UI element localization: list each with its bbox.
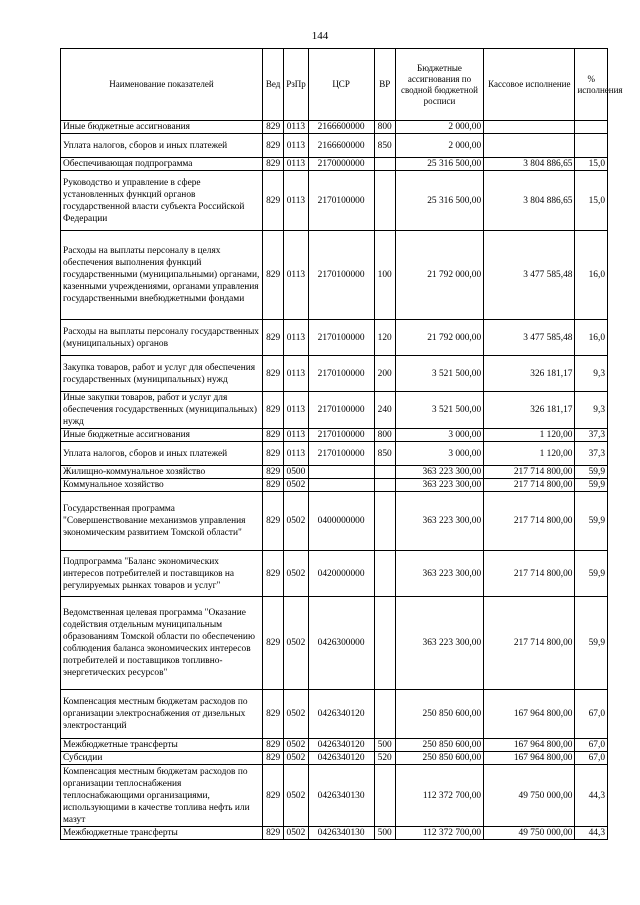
table-row [61, 231, 608, 320]
cell-csr: 0426340130 [308, 827, 374, 840]
header-vr: ВР [374, 49, 395, 121]
table-row [61, 765, 608, 827]
cell-vr: 500 [374, 739, 395, 752]
header-name: Наименование показателей [61, 49, 263, 121]
cell-rzpr: 0113 [284, 392, 308, 429]
cell-percent: 9,3 [575, 356, 608, 392]
cell-cash: 3 804 886,65 [484, 171, 575, 231]
cell-name: Иные бюджетные ассигнования [61, 429, 263, 442]
cell-ved: 829 [262, 134, 283, 158]
cell-assigned: 363 223 300,00 [395, 492, 483, 551]
cell-csr: 2166600000 [308, 134, 374, 158]
table-row [61, 597, 608, 690]
cell-name: Межбюджетные трансферты [61, 739, 263, 752]
cell-rzpr: 0113 [284, 320, 308, 356]
cell-cash: 167 964 800,00 [484, 739, 575, 752]
cell-cash: 326 181,17 [484, 356, 575, 392]
cell-percent: 59,9 [575, 479, 608, 492]
cell-assigned: 2 000,00 [395, 134, 483, 158]
table-body [61, 121, 608, 840]
cell-assigned: 363 223 300,00 [395, 551, 483, 597]
cell-cash: 49 750 000,00 [484, 765, 575, 827]
cell-vr [374, 690, 395, 739]
cell-cash: 167 964 800,00 [484, 752, 575, 765]
budget-table [60, 48, 623, 840]
cell-cash: 217 714 800,00 [484, 492, 575, 551]
cell-vr [374, 492, 395, 551]
cell-name: Руководство и управление в сфере установленных функций органов государственной власти субъекта Российской Федерации [61, 171, 263, 231]
cell-vr: 800 [374, 121, 395, 134]
cell-name: Иные закупки товаров, работ и услуг для обеспечения государственных (муниципальных) нужд [61, 392, 263, 429]
header-ved: Вед [262, 49, 283, 121]
cell-ved: 829 [262, 392, 283, 429]
cell-assigned: 112 372 700,00 [395, 765, 483, 827]
table-row [61, 827, 608, 840]
cell-rzpr: 0502 [284, 492, 308, 551]
cell-csr [308, 479, 374, 492]
table-row [61, 134, 608, 158]
cell-rzpr: 0113 [284, 429, 308, 442]
cell-assigned: 3 521 500,00 [395, 392, 483, 429]
cell-csr: 2170000000 [308, 158, 374, 171]
cell-vr: 100 [374, 231, 395, 320]
cell-name: Обеспечивающая подпрограмма [61, 158, 263, 171]
cell-rzpr: 0113 [284, 158, 308, 171]
cell-assigned: 21 792 000,00 [395, 320, 483, 356]
cell-name: Иные бюджетные ассигнования [61, 121, 263, 134]
cell-assigned: 21 792 000,00 [395, 231, 483, 320]
cell-rzpr: 0502 [284, 690, 308, 739]
cell-name: Жилищно-коммунальное хозяйство [61, 466, 263, 479]
cell-percent: 59,9 [575, 466, 608, 479]
cell-cash: 326 181,17 [484, 392, 575, 429]
cell-rzpr: 0502 [284, 827, 308, 840]
cell-vr [374, 171, 395, 231]
cell-cash: 167 964 800,00 [484, 690, 575, 739]
cell-name: Компенсация местным бюджетам расходов по организации электроснабжения от дизельных электростанций [61, 690, 263, 739]
cell-assigned: 363 223 300,00 [395, 466, 483, 479]
cell-csr: 2170100000 [308, 356, 374, 392]
cell-cash: 1 120,00 [484, 429, 575, 442]
cell-assigned: 3 000,00 [395, 429, 483, 442]
cell-ved: 829 [262, 320, 283, 356]
cell-csr: 2170100000 [308, 171, 374, 231]
cell-name: Компенсация местным бюджетам расходов по организации теплоснабжения теплоснабжающими организациями, использующими в качестве топлива нефть или мазут [61, 765, 263, 827]
table-row [61, 158, 608, 171]
cell-assigned: 363 223 300,00 [395, 479, 483, 492]
cell-csr: 0426340120 [308, 752, 374, 765]
cell-rzpr: 0113 [284, 442, 308, 466]
cell-cash: 217 714 800,00 [484, 597, 575, 690]
cell-percent: 16,0 [575, 320, 608, 356]
table-row [61, 171, 608, 231]
cell-percent [575, 121, 608, 134]
page-number: 144 [311, 30, 329, 42]
cell-ved: 829 [262, 442, 283, 466]
cell-vr: 500 [374, 827, 395, 840]
cell-csr: 0426340120 [308, 739, 374, 752]
cell-rzpr: 0113 [284, 134, 308, 158]
cell-cash: 217 714 800,00 [484, 466, 575, 479]
cell-percent: 59,9 [575, 597, 608, 690]
table-row [61, 356, 608, 392]
cell-csr: 2170100000 [308, 320, 374, 356]
cell-ved: 829 [262, 466, 283, 479]
cell-cash: 217 714 800,00 [484, 479, 575, 492]
cell-rzpr: 0502 [284, 739, 308, 752]
cell-rzpr: 0113 [284, 171, 308, 231]
cell-name: Закупка товаров, работ и услуг для обеспечения государственных (муниципальных) нужд [61, 356, 263, 392]
cell-vr [374, 158, 395, 171]
cell-ved: 829 [262, 765, 283, 827]
cell-percent: 44,3 [575, 827, 608, 840]
cell-rzpr: 0113 [284, 121, 308, 134]
cell-csr: 2170100000 [308, 429, 374, 442]
cell-percent: 9,3 [575, 392, 608, 429]
cell-percent [575, 134, 608, 158]
cell-ved: 829 [262, 739, 283, 752]
cell-rzpr: 0113 [284, 356, 308, 392]
cell-rzpr: 0502 [284, 752, 308, 765]
cell-csr: 2170100000 [308, 231, 374, 320]
cell-csr: 0400000000 [308, 492, 374, 551]
cell-csr: 0426340130 [308, 765, 374, 827]
table-row [61, 442, 608, 466]
cell-vr [374, 597, 395, 690]
cell-ved: 829 [262, 121, 283, 134]
table-row [61, 320, 608, 356]
cell-rzpr: 0502 [284, 479, 308, 492]
table-row [61, 739, 608, 752]
cell-vr [374, 765, 395, 827]
cell-assigned: 112 372 700,00 [395, 827, 483, 840]
cell-percent: 44,3 [575, 765, 608, 827]
cell-csr: 2170100000 [308, 392, 374, 429]
table-row [61, 392, 608, 429]
header-row [61, 49, 608, 121]
cell-assigned: 250 850 600,00 [395, 690, 483, 739]
cell-assigned: 25 316 500,00 [395, 171, 483, 231]
cell-vr [374, 551, 395, 597]
cell-cash: 217 714 800,00 [484, 551, 575, 597]
cell-name: Расходы на выплаты персоналу государственных (муниципальных) органов [61, 320, 263, 356]
cell-assigned: 25 316 500,00 [395, 158, 483, 171]
cell-rzpr: 0113 [284, 231, 308, 320]
cell-name: Коммунальное хозяйство [61, 479, 263, 492]
cell-name: Расходы на выплаты персоналу в целях обеспечения выполнения функций государственными (муниципальными) органами, казенными учреждениями, органами управления государственными внебюджетными фондами [61, 231, 263, 320]
table-row [61, 429, 608, 442]
cell-vr [374, 466, 395, 479]
header-percent: % исполнения [575, 49, 608, 121]
cell-percent: 67,0 [575, 752, 608, 765]
cell-cash: 3 477 585,48 [484, 320, 575, 356]
cell-vr: 800 [374, 429, 395, 442]
cell-rzpr: 0502 [284, 597, 308, 690]
cell-assigned: 250 850 600,00 [395, 752, 483, 765]
cell-ved: 829 [262, 597, 283, 690]
cell-cash [484, 121, 575, 134]
cell-assigned: 3 000,00 [395, 442, 483, 466]
cell-ved: 829 [262, 827, 283, 840]
cell-vr: 120 [374, 320, 395, 356]
table-row [61, 690, 608, 739]
cell-percent: 16,0 [575, 231, 608, 320]
header-csr: ЦСР [308, 49, 374, 121]
cell-cash [484, 134, 575, 158]
cell-vr: 520 [374, 752, 395, 765]
cell-ved: 829 [262, 752, 283, 765]
cell-rzpr: 0500 [284, 466, 308, 479]
cell-ved: 829 [262, 429, 283, 442]
table-row [61, 492, 608, 551]
cell-percent: 67,0 [575, 739, 608, 752]
header-cash: Кассовое исполнение [484, 49, 575, 121]
table-row [61, 479, 608, 492]
table-row [61, 466, 608, 479]
cell-percent: 59,9 [575, 551, 608, 597]
cell-percent: 15,0 [575, 158, 608, 171]
cell-vr: 850 [374, 134, 395, 158]
cell-csr: 0426300000 [308, 597, 374, 690]
cell-cash: 1 120,00 [484, 442, 575, 466]
cell-name: Уплата налогов, сборов и иных платежей [61, 134, 263, 158]
cell-percent: 15,0 [575, 171, 608, 231]
cell-csr: 2170100000 [308, 442, 374, 466]
cell-cash: 3 804 886,65 [484, 158, 575, 171]
cell-ved: 829 [262, 356, 283, 392]
cell-vr [374, 479, 395, 492]
cell-ved: 829 [262, 171, 283, 231]
cell-vr: 850 [374, 442, 395, 466]
cell-assigned: 2 000,00 [395, 121, 483, 134]
cell-name: Ведомственная целевая программа "Оказание содействия отдельным муниципальным образованиям Томской области по обеспечению соблюдения баланса экономических интересов потребителей и поставщиков топливно-энергетических ресурсов" [61, 597, 263, 690]
header-rzpr: РзПр [284, 49, 308, 121]
cell-rzpr: 0502 [284, 765, 308, 827]
cell-ved: 829 [262, 479, 283, 492]
cell-cash: 3 477 585,48 [484, 231, 575, 320]
cell-ved: 829 [262, 551, 283, 597]
cell-csr: 0420000000 [308, 551, 374, 597]
cell-percent: 67,0 [575, 690, 608, 739]
table-row [61, 551, 608, 597]
cell-vr: 200 [374, 356, 395, 392]
cell-rzpr: 0502 [284, 551, 308, 597]
cell-name: Межбюджетные трансферты [61, 827, 263, 840]
cell-cash: 49 750 000,00 [484, 827, 575, 840]
cell-ved: 829 [262, 158, 283, 171]
cell-name: Подпрограмма "Баланс экономических интересов потребителей и поставщиков на регулируемых рынках товаров и услуг" [61, 551, 263, 597]
cell-csr: 2166600000 [308, 121, 374, 134]
table-row [61, 752, 608, 765]
cell-assigned: 3 521 500,00 [395, 356, 483, 392]
cell-assigned: 250 850 600,00 [395, 739, 483, 752]
cell-ved: 829 [262, 492, 283, 551]
cell-name: Государственная программа "Совершенствование механизмов управления экономическим развитием Томской области" [61, 492, 263, 551]
cell-vr: 240 [374, 392, 395, 429]
cell-percent: 37,3 [575, 442, 608, 466]
cell-csr: 0426340120 [308, 690, 374, 739]
header-assignments: Бюджетные ассигнования по сводной бюджетной росписи [395, 49, 483, 121]
cell-ved: 829 [262, 690, 283, 739]
cell-name: Субсидии [61, 752, 263, 765]
table-row [61, 121, 608, 134]
cell-assigned: 363 223 300,00 [395, 597, 483, 690]
cell-percent: 37,3 [575, 429, 608, 442]
cell-csr [308, 466, 374, 479]
cell-percent: 59,9 [575, 492, 608, 551]
cell-name: Уплата налогов, сборов и иных платежей [61, 442, 263, 466]
cell-ved: 829 [262, 231, 283, 320]
